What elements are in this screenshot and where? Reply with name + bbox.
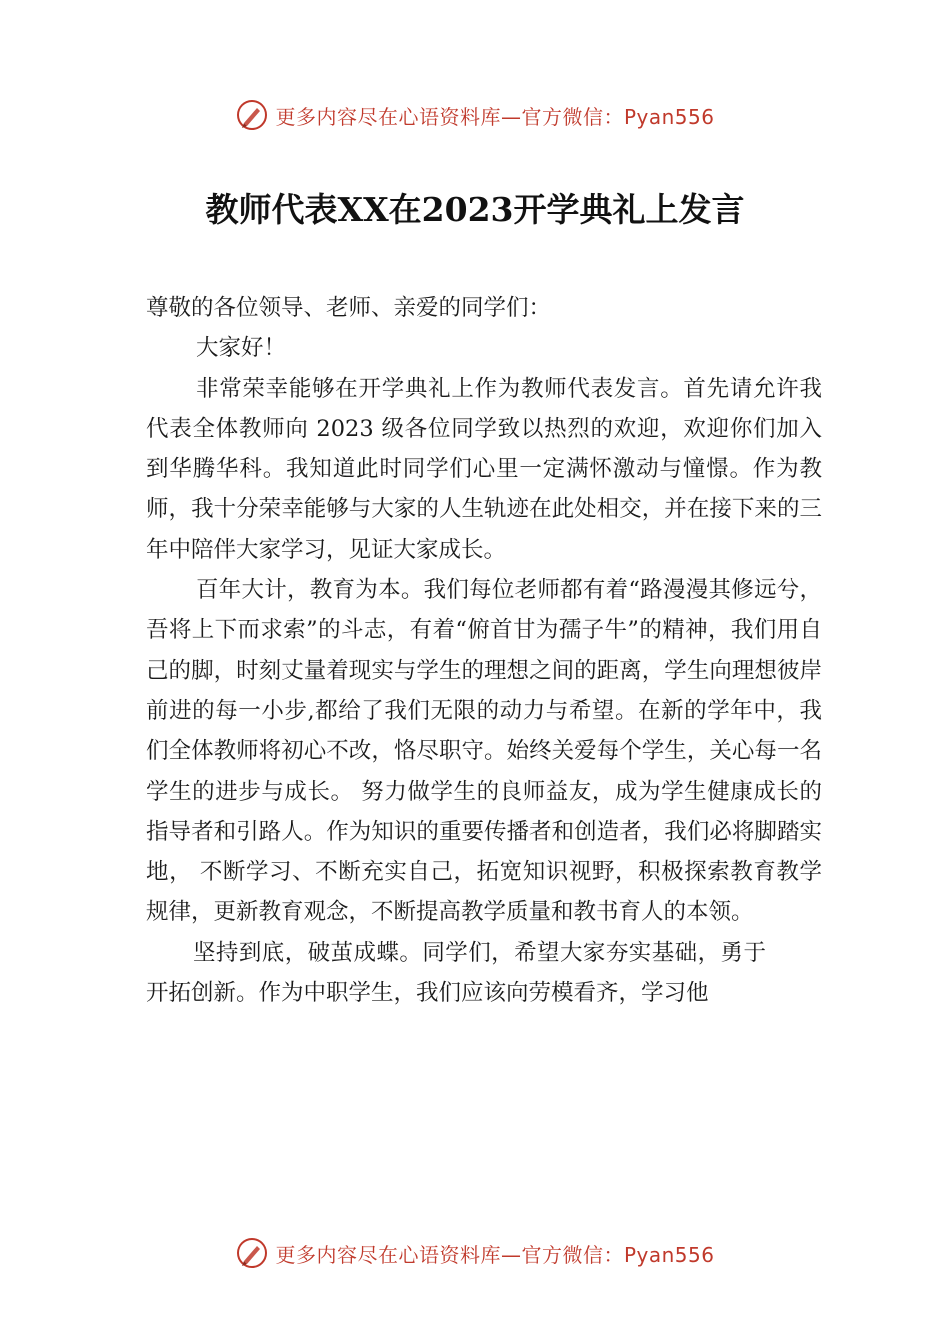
- greeting: 大家好！: [196, 335, 287, 362]
- document-title: 教师代表XX在2023开学典礼上发言: [205, 190, 745, 229]
- pen-logo-icon: [235, 1236, 269, 1270]
- paragraph-2: 百年大计，教育为本。我们每位老师都有着“路漫漫其修远兮，吾将上下而求索”的斗志，有着“俯首甘为孺子牛”的精神，我们用自己的脚，时刻丈量着现实与学生的理想之间的距离，学生向理想彼岸前进的每一小步,都给了我们无限的动力与希望。在新的学年中，我们全体教师将初心不改，恪尽职守。始终关爱每个学生，关心每一名学生的进步与成长。 努力做学生的良师益友，成为学生健康成长的指导者和引路人。作为知识的重要传播者和创造者，我们必将脚踏实地， 不断学习、不断充实自己，拓宽知识视野，积极探索教育教学规律，更新教育观念，不断提高教学质量和教书育人的本领。: [146, 577, 822, 926]
- paragraph-3: 坚持到底，破茧成蝶。同学们，希望大家夯实基础，勇于开拓创新。作为中职学生，我们应该向劳模看齐，学习他: [146, 939, 766, 1007]
- salutation: 尊敬的各位领导、老师、亲爱的同学们：: [146, 295, 552, 321]
- paragraph-1: 非常荣幸能够在开学典礼上作为教师代表发言。首先请允许我代表全体教师向 2023 级各位同学致以热烈的欢迎，欢迎你们加入到华腾华科。我知道此时同学们心里一定满怀激动与憧憬。作为教师，我十分荣幸能够与大家的人生轨迹在此处相交，并在接下来的三年中陪伴大家学习，见证大家成长。: [146, 375, 822, 563]
- document-body: [146, 288, 822, 1013]
- pen-logo-icon: [235, 98, 269, 132]
- header-banner-text: 更多内容尽在心语资料库—官方微信：Pyan556: [275, 104, 715, 129]
- footer-banner: [0, 1233, 950, 1273]
- footer-banner-text: 更多内容尽在心语资料库—官方微信：Pyan556: [275, 1242, 715, 1267]
- header-banner: [0, 95, 950, 135]
